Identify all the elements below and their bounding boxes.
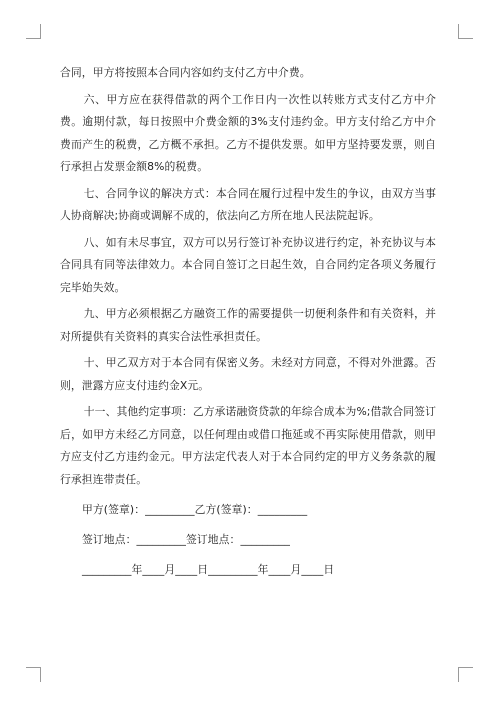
signature-dates: _________年____月____日_________年____月____日 — [82, 563, 335, 576]
crop-mark-bottom-right — [458, 667, 473, 682]
signature-parties: 甲方(签章)：_________乙方(签章)：_________ — [82, 503, 308, 516]
paragraph-clause-10: 十、甲乙双方对于本合同有保密义务。未经对方同意，不得对外泄露。否则，泄露方应支付违约金X元。 — [60, 356, 436, 392]
paragraph-clause-9: 九、甲方必须根据乙方融资工作的需要提供一切便利条件和有关资料，并对所提供有关资料的真实合法性承担责任。 — [60, 307, 436, 343]
paragraph-clause-11: 十一、其他约定事项：乙方承诺融资贷款的年综合成本为%;借款合同签订后，如甲方未经乙方同意，以任何理由或借口拖延或不再实际使用借款，则甲方应支付乙方违约金元。甲方法定代表人对于本合同约定的甲方义务条款的履行承担连带责任。 — [60, 405, 436, 486]
document-body — [60, 62, 436, 589]
signature-block — [82, 499, 436, 581]
paragraph-continuation: 合同，甲方将按照本合同内容如约支付乙方中介费。 — [60, 66, 311, 79]
crop-mark-top-left — [26, 24, 41, 39]
paragraph-clause-6: 六、甲方应在获得借款的两个工作日内一次性以转账方式支付乙方中介费。逾期付款，每日按照中介费金额的3%支付违约金。甲方支付给乙方中介费而产生的税费，乙方概不承担。乙方不提供发票。如甲方坚持要发票，则自行承担占发票金额8%的税费。 — [60, 92, 436, 173]
crop-mark-bottom-left — [26, 667, 41, 682]
crop-mark-top-right — [458, 24, 473, 39]
signature-places: 签订地点：_________签订地点：_________ — [82, 533, 290, 546]
paragraph-clause-8: 八、如有未尽事宜，双方可以另行签订补充协议进行约定，补充协议与本合同具有同等法律效力。本合同自签订之日起生效，自合同约定各项义务履行完毕始失效。 — [60, 235, 436, 294]
paragraph-clause-7: 七、合同争议的解决方式：本合同在履行过程中发生的争议，由双方当事人协商解决;协商或调解不成的，依法向乙方所在地人民法院起诉。 — [60, 186, 436, 222]
